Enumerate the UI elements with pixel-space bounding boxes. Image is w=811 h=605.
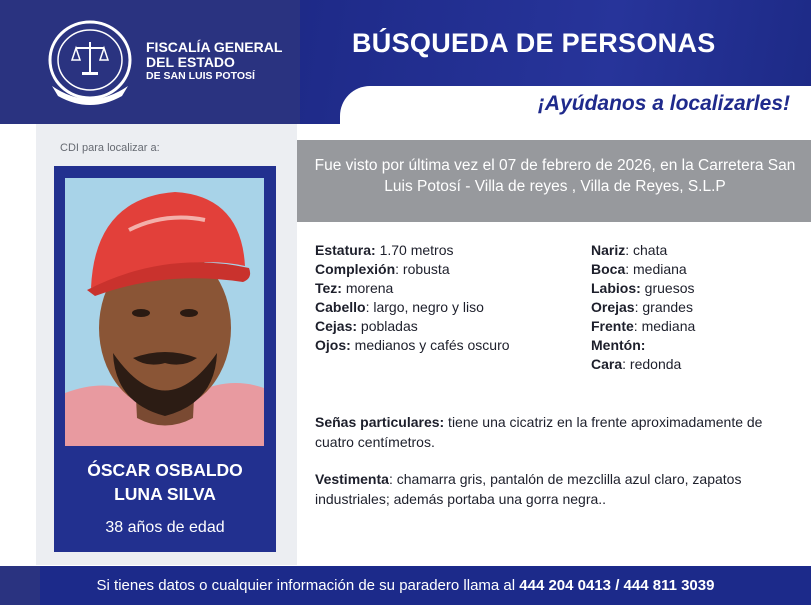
org-name-line2: DEL ESTADO (146, 54, 235, 70)
person-name (54, 458, 276, 506)
org-name-line1: FISCALÍA GENERAL (146, 39, 283, 55)
org-name (146, 40, 306, 83)
person-name-line2: LUNA SILVA (114, 484, 216, 504)
trait-tez (315, 279, 585, 298)
trait-value: morena (341, 280, 394, 296)
footer-message: Si tienes datos o cualquier información de su paradero llama al (96, 577, 520, 594)
last-seen-text: Fue visto por última vez el 07 de febrero de 2026, en la Carretera San Luis Potosí - Villa de reyes , Villa de Reyes, S.L.P (314, 157, 796, 195)
trait-label: Orejas (591, 299, 635, 315)
senas-label: Señas particulares: (315, 414, 445, 430)
trait-value: : mediana (625, 261, 687, 277)
trait-estatura (315, 241, 585, 260)
fiscalia-seal-logo (42, 20, 138, 106)
trait-label: Cara (591, 356, 623, 372)
cdi-label: CDI para localizar a: (60, 142, 160, 154)
footer-phones: 444 204 0413 / 444 811 3039 (519, 577, 715, 594)
trait-value: : largo, negro y liso (365, 299, 484, 315)
senas-text: tiene una cicatriz en la frente aproximadamente de cuatro centímetros. (315, 414, 763, 450)
traits-right-list (591, 241, 801, 374)
trait-value: : redonda (622, 356, 682, 372)
trait-labios (591, 279, 801, 298)
trait-cara (591, 355, 801, 374)
trait-value: medianos y cafés oscuro (350, 337, 510, 353)
trait-menton (591, 336, 801, 355)
vestimenta-label: Vestimenta (315, 471, 389, 487)
trait-label: Cabello (315, 299, 366, 315)
person-photo (65, 178, 264, 446)
page-title: BÚSQUEDA DE PERSONAS (352, 28, 716, 58)
trait-label: Cejas: (315, 318, 358, 334)
trait-ojos (315, 336, 585, 355)
trait-value: 1.70 metros (375, 242, 454, 258)
org-name-line3: DE SAN LUIS POTOSÍ (146, 70, 255, 82)
trait-cabello (315, 298, 585, 317)
vestimenta-text: : chamarra gris, pantalón de mezclilla azul claro, zapatos industriales; además portaba una gorra negra.. (315, 471, 742, 507)
trait-label: Boca (591, 261, 626, 277)
trait-label: Labios: (591, 280, 641, 296)
traits-left-list (315, 241, 585, 355)
trait-value: : grandes (634, 299, 693, 315)
trait-value: : chata (625, 242, 668, 258)
trait-complexion (315, 260, 585, 279)
vestimenta (315, 469, 795, 509)
trait-nariz (591, 241, 801, 260)
trait-label: Mentón: (591, 337, 646, 353)
trait-label: Frente (591, 318, 634, 334)
trait-value: : mediana (633, 318, 696, 334)
trait-value: gruesos (640, 280, 695, 296)
page-subtitle: ¡Ayúdanos a localizarles! (537, 92, 790, 115)
trait-label: Complexión (315, 261, 396, 277)
trait-boca (591, 260, 801, 279)
trait-orejas (591, 298, 801, 317)
trait-frente (591, 317, 801, 336)
footer-contact (0, 577, 811, 594)
trait-label: Estatura: (315, 242, 376, 258)
trait-label: Ojos: (315, 337, 351, 353)
person-age: 38 años de edad (105, 519, 225, 536)
trait-value: pobladas (357, 318, 418, 334)
trait-cejas (315, 317, 585, 336)
person-name-line1: ÓSCAR OSBALDO (87, 460, 243, 480)
trait-label: Tez: (315, 280, 342, 296)
senas-particulares (315, 412, 795, 452)
trait-label: Nariz (591, 242, 626, 258)
trait-value: : robusta (395, 261, 450, 277)
